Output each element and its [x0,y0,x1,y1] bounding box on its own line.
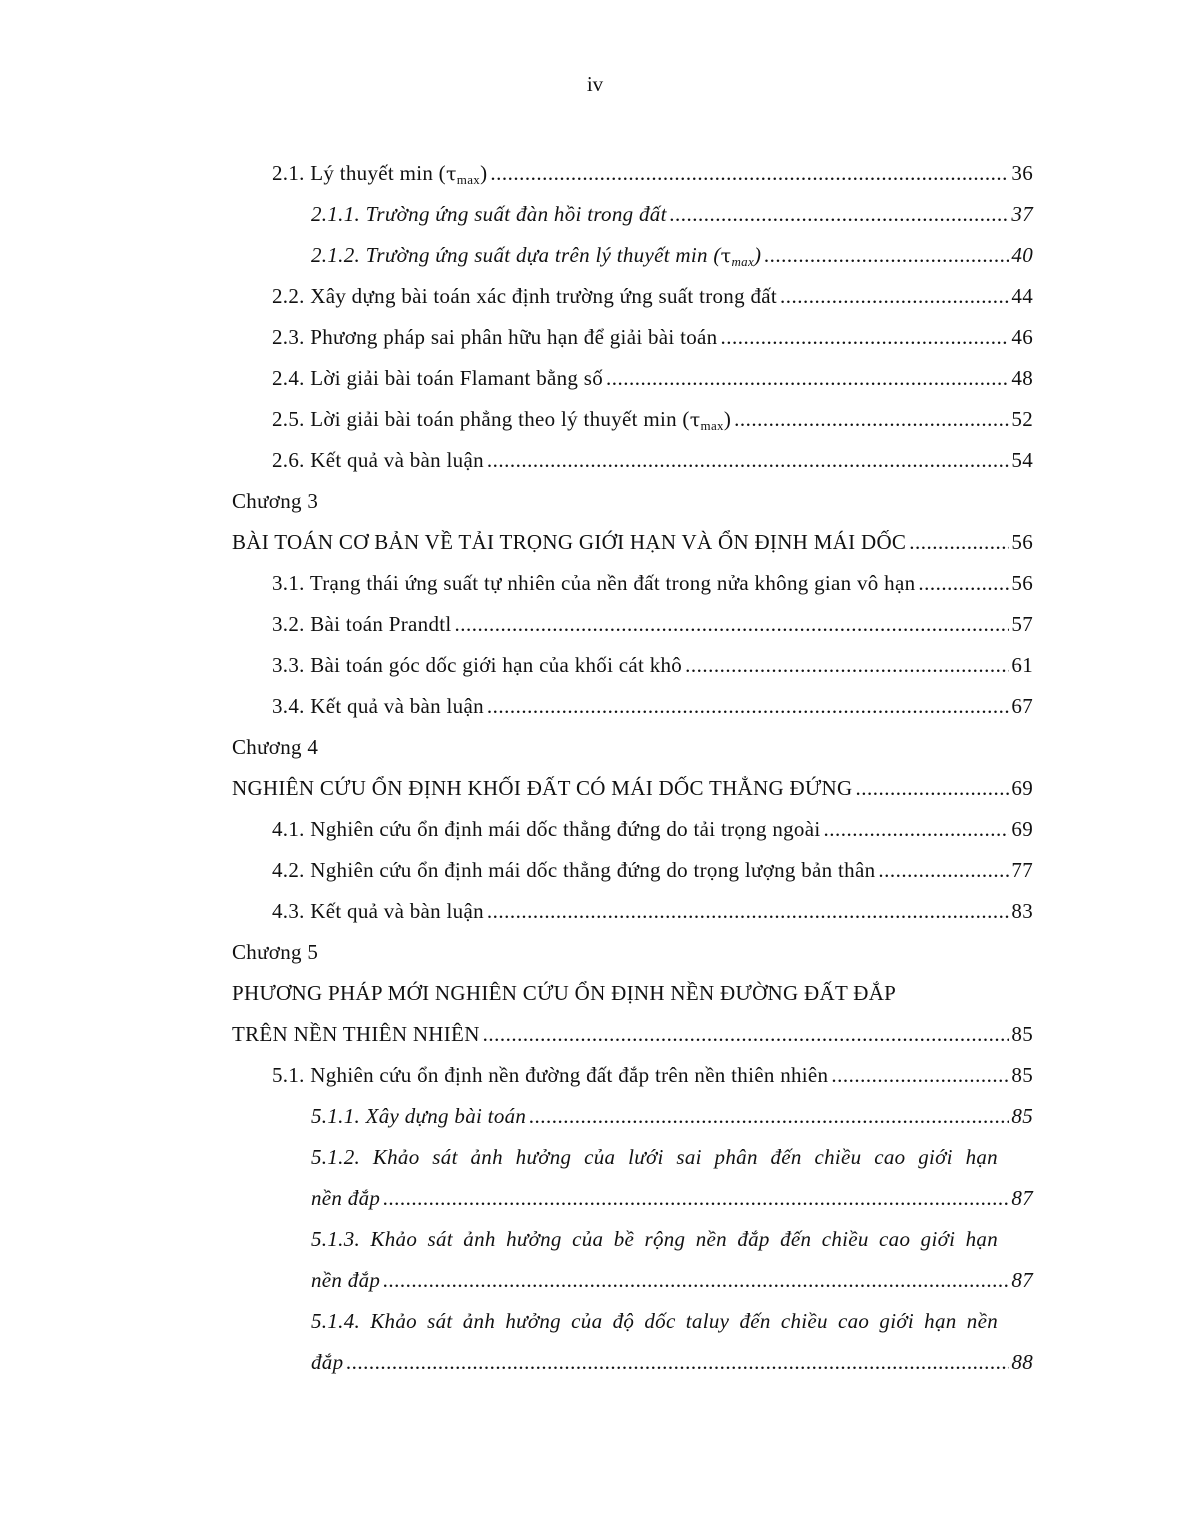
dot-leader [346,1342,1009,1383]
page-ref: 54 [1011,448,1033,472]
toc-entry-2-5[interactable]: 2.5. Lời giải bài toán phẳng theo lý thuyết $\min (\tau_{max})$ ..... 52 [0,399,1190,440]
page-ref: 87 [1011,1186,1033,1210]
toc-entry-4-1[interactable]: 4.1. Nghiên cứu ổn định mái dốc thẳng đứng do tải trọng ngoài ..... 69 [0,809,1190,850]
dot-leader [606,358,1009,399]
toc-entry-5-1-1[interactable]: 5.1.1. Xây dựng bài toán ..... 85 [0,1096,1190,1137]
dot-leader [855,768,1009,809]
page-ref: 56 [1011,571,1033,595]
dot-leader [780,276,1009,317]
toc-entry-5-1-3-line1[interactable]: 5.1.3. Khảo sát ảnh hưởng của bề rộng nền đắp đến chiều cao giới hạn [311,1227,998,1251]
chapter-3-label-row [0,481,1190,522]
toc-entry-3-2[interactable]: 3.2. Bài toán Prandtl ..... 57 [0,604,1190,645]
toc-entry-3-1[interactable]: 3.1. Trạng thái ứng suất tự nhiên của nền đất trong nửa không gian vô hạn ..... 56 [0,563,1190,604]
dot-leader [487,686,1010,727]
dot-leader [487,440,1010,481]
dot-leader [831,1055,1009,1096]
toc-chapter-5-title-line1[interactable]: PHƯƠNG PHÁP MỚI NGHIÊN CỨU ỔN ĐỊNH NỀN ĐƯỜNG ĐẤT ĐẮP [232,981,897,1005]
dot-leader [455,604,1010,645]
page-ref: 56 [1011,530,1033,554]
page-ref: 52 [1011,407,1033,431]
dot-leader [383,1178,1009,1219]
page-ref: 85 [1011,1022,1033,1046]
chapter-4-label-row [0,727,1190,768]
toc-entry-5-1-2-line2[interactable]: nền đắp ..... 87 [0,1178,1190,1219]
page-ref: 77 [1011,858,1033,882]
page-ref: 67 [1011,694,1033,718]
page-ref: 46 [1011,325,1033,349]
toc-entry-4-3[interactable]: 4.3. Kết quả và bàn luận ..... 83 [0,891,1190,932]
page-ref: 83 [1011,899,1033,923]
page-ref: 48 [1011,366,1033,390]
page-ref: 88 [1011,1350,1033,1374]
page-ref: 57 [1011,612,1033,636]
toc-entry-5-1[interactable]: 5.1. Nghiên cứu ổn định nền đường đất đắp trên nền thiên nhiên ..... 85 [0,1055,1190,1096]
toc-entry-5-1-2-line1[interactable]: 5.1.2. Khảo sát ảnh hưởng của lưới sai phân đến chiều cao giới hạn [311,1145,998,1169]
toc-entry-2-1[interactable]: 2.1. Lý thuyết $\min (\tau_{max})$ ..... 36 [0,153,1190,194]
toc-entry-5-1-3-line2[interactable]: nền đắp ..... 87 [0,1260,1190,1301]
toc-entry-2-1-1[interactable]: 2.1.1. Trường ứng suất đàn hồi trong đất ..... 37 [0,194,1190,235]
page-ref: 87 [1011,1268,1033,1292]
chapter-4-label: Chương 4 [232,735,319,759]
page-ref: 40 [1011,243,1033,267]
dot-leader [487,891,1010,932]
toc-entry-5-1-4-line1[interactable]: 5.1.4. Khảo sát ảnh hưởng của độ dốc taluy đến chiều cao giới hạn nền [311,1309,998,1333]
page-ref: 36 [1011,161,1033,185]
dot-leader [490,153,1009,194]
toc-entry-2-2[interactable]: 2.2. Xây dựng bài toán xác định trường ứng suất trong đất ..... 44 [0,276,1190,317]
toc-entry-2-3[interactable]: 2.3. Phương pháp sai phân hữu hạn để giải bài toán ..... 46 [0,317,1190,358]
toc-chapter-4-title[interactable]: NGHIÊN CỨU ỔN ĐỊNH KHỐI ĐẤT CÓ MÁI DỐC THẲNG ĐỨNG ..... 69 [0,768,1190,809]
dot-leader [734,399,1009,440]
page-ref: 61 [1011,653,1033,677]
dot-leader [670,194,1010,235]
dot-leader [685,645,1009,686]
dot-leader [878,850,1009,891]
dot-leader [529,1096,1009,1137]
dot-leader [909,522,1009,563]
toc-entry-3-4[interactable]: 3.4. Kết quả và bàn luận ..... 67 [0,686,1190,727]
chapter-5-label-row [0,932,1190,973]
dot-leader [720,317,1009,358]
page-number: iv [586,72,604,96]
dot-leader [823,809,1009,850]
page-ref: 69 [1011,776,1033,800]
dot-leader [483,1014,1010,1055]
chapter-3-label: Chương 3 [232,489,319,513]
toc-entry-5-1-4-line2[interactable]: đắp ..... 88 [0,1342,1190,1383]
dot-leader [764,235,1009,276]
page-ref: 85 [1011,1104,1033,1128]
table-of-contents [0,153,1190,1383]
page-ref: 44 [1011,284,1033,308]
chapter-5-label: Chương 5 [232,940,319,964]
toc-chapter-5-title-line2[interactable]: TRÊN NỀN THIÊN NHIÊN ..... 85 [0,1014,1190,1055]
toc-entry-2-4[interactable]: 2.4. Lời giải bài toán Flamant bằng số ..... 48 [0,358,1190,399]
toc-entry-2-1-2[interactable]: 2.1.2. Trường ứng suất dựa trên lý thuyết $\min (\tau_{max})$ ..... 40 [0,235,1190,276]
dot-leader [918,563,1009,604]
toc-entry-3-3[interactable]: 3.3. Bài toán góc dốc giới hạn của khối cát khô ..... 61 [0,645,1190,686]
page-ref: 85 [1011,1063,1033,1087]
dot-leader [383,1260,1009,1301]
toc-entry-2-6[interactable]: 2.6. Kết quả và bàn luận ..... 54 [0,440,1190,481]
toc-entry-4-2[interactable]: 4.2. Nghiên cứu ổn định mái dốc thẳng đứng do trọng lượng bản thân ..... 77 [0,850,1190,891]
toc-chapter-3-title[interactable]: BÀI TOÁN CƠ BẢN VỀ TẢI TRỌNG GIỚI HẠN VÀ ỔN ĐỊNH MÁI DỐC ..... 56 [0,522,1190,563]
page-ref: 69 [1011,817,1033,841]
page-ref: 37 [1011,202,1033,226]
